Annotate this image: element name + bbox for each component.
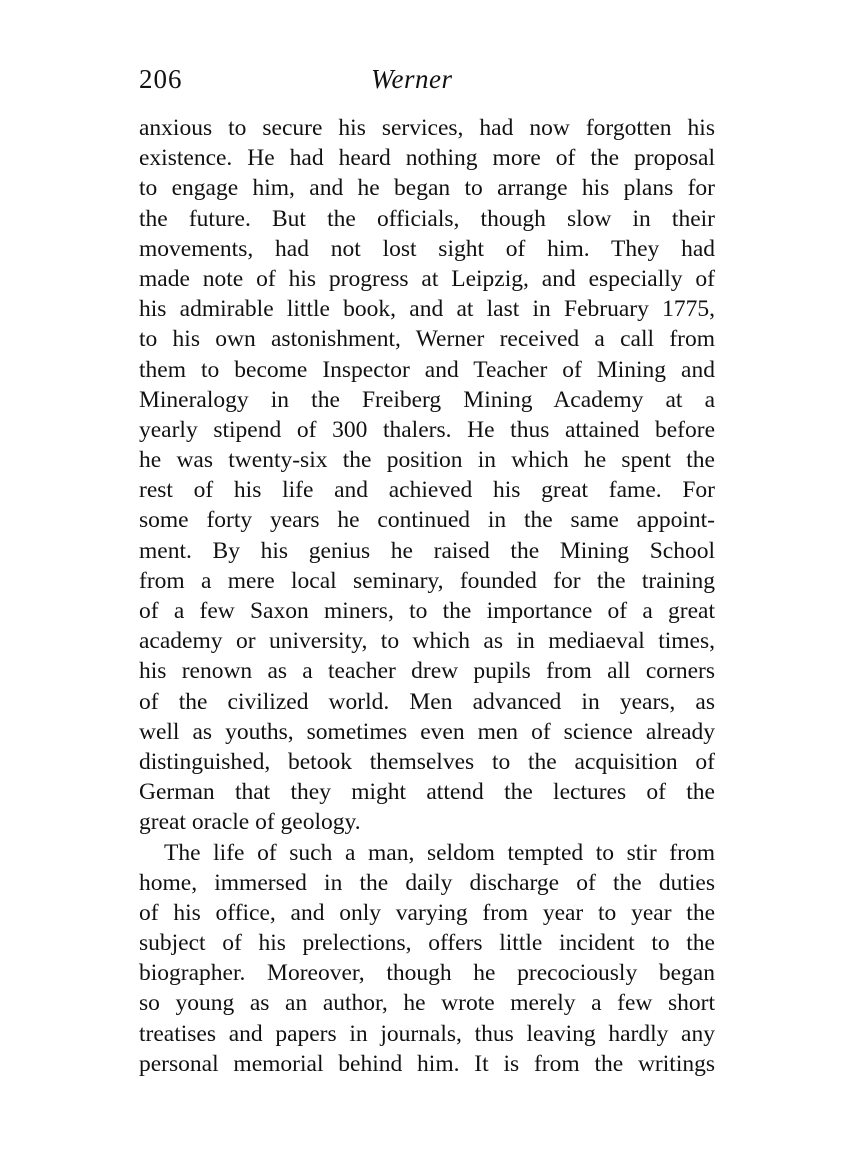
body-text <box>139 113 715 1079</box>
text-line: movements, had not lost sight of him. They had <box>139 235 715 262</box>
text-line: rest of his life and achieved his great fame. For <box>139 477 715 504</box>
text-line: academy or university, to which as in mediaeval times, <box>139 628 715 655</box>
text-line: the future. But the officials, though slow in their <box>139 205 715 232</box>
text-line: anxious to secure his services, had now forgotten his <box>139 115 715 141</box>
text-line: treatises and papers in journals, thus leaving hardly any <box>139 1020 715 1047</box>
text-line: ment. By his genius he raised the Mining School <box>139 537 715 564</box>
text-line: made note of his progress at Leipzig, and especially of <box>139 265 715 292</box>
text-line: The life of such a man, seldom tempted to stir from <box>164 839 715 866</box>
text-line: of the civilized world. Men advanced in years, as <box>139 688 715 715</box>
text-line: great oracle of geology. <box>139 809 361 836</box>
page-number: 206 <box>139 64 183 94</box>
text-line: to engage him, and he began to arrange his plans for <box>139 175 715 202</box>
text-line: of a few Saxon miners, to the importance of a great <box>139 598 715 624</box>
running-head <box>139 64 715 104</box>
text-line: his admirable little book, and at last in February 1775, <box>139 296 715 323</box>
paragraph <box>139 113 715 838</box>
text-line: from a mere local seminary, founded for the training <box>139 567 715 594</box>
text-line: so young as an author, he wrote merely a few short <box>139 990 715 1017</box>
text-line: some forty years he continued in the same appoint- <box>139 507 715 534</box>
text-line: yearly stipend of 300 thalers. He thus attained before <box>139 416 715 443</box>
text-line: Mineralogy in the Freiberg Mining Academy at a <box>139 386 715 413</box>
running-title: Werner <box>371 64 453 94</box>
text-line: personal memorial behind him. It is from the writings <box>139 1050 715 1077</box>
text-line: German that they might attend the lectures of the <box>139 779 715 806</box>
text-line: to his own astonishment, Werner received a call from <box>139 326 715 353</box>
text-line: his renown as a teacher drew pupils from all corners <box>139 658 715 685</box>
paragraph <box>139 838 715 1080</box>
text-line: biographer. Moreover, though he precociously began <box>139 960 715 987</box>
text-line: them to become Inspector and Teacher of Mining and <box>139 356 715 383</box>
text-line: distinguished, betook themselves to the acquisition of <box>139 748 715 775</box>
text-line: he was twenty-six the position in which he spent the <box>139 447 715 474</box>
text-line: home, immersed in the daily discharge of the duties <box>139 869 715 896</box>
text-line: well as youths, sometimes even men of science already <box>139 718 715 745</box>
text-line: subject of his prelections, offers little incident to the <box>139 930 715 957</box>
text-line: of his office, and only varying from year to year the <box>139 899 715 926</box>
text-line: existence. He had heard nothing more of the proposal <box>139 145 715 172</box>
